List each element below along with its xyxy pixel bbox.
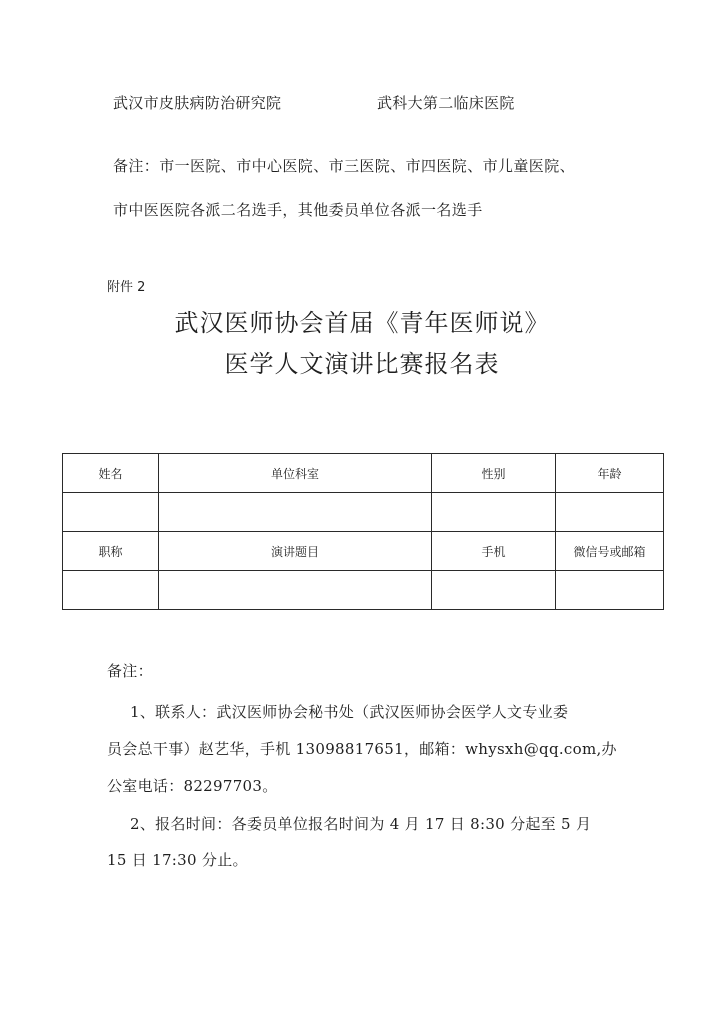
header-gender: 性别	[432, 454, 556, 493]
mobile-cell[interactable]	[432, 571, 556, 610]
header-speech-topic: 演讲题目	[159, 532, 432, 571]
document-title-line-1: 武汉医师协会首届《青年医师说》	[174, 309, 550, 337]
header-name: 姓名	[63, 454, 159, 493]
bottom-note-item1-line2: 员会总干事）赵艺华，手机 13098817651，邮箱：whysxh@qq.com,办	[107, 740, 617, 758]
table-header-row	[63, 532, 664, 571]
hospital-name-left: 武汉市皮肤病防治研究院	[113, 94, 282, 112]
title-cell[interactable]	[63, 571, 159, 610]
bottom-note-item2-line1: 2、报名时间：各委员单位报名时间为 4 月 17 日 8:30 分起至 5 月	[130, 815, 592, 833]
bottom-note-item2-line2: 15 日 17:30 分止。	[107, 851, 248, 869]
bottom-note-heading: 备注：	[107, 662, 153, 680]
header-age: 年龄	[556, 454, 664, 493]
name-cell[interactable]	[63, 493, 159, 532]
speech-topic-cell[interactable]	[159, 571, 432, 610]
top-note-line-2: 市中医医院各派二名选手，其他委员单位各派一名选手	[113, 201, 483, 219]
table-row	[63, 493, 664, 532]
attachment-label: 附件 2	[107, 280, 146, 295]
header-title: 职称	[63, 532, 159, 571]
wechat-email-cell[interactable]	[556, 571, 664, 610]
gender-cell[interactable]	[432, 493, 556, 532]
bottom-note-item1-line1: 1、联系人：武汉医师协会秘书处（武汉医师协会医学人文专业委	[130, 703, 569, 721]
registration-form-table	[62, 453, 664, 610]
header-wechat-email: 微信号或邮箱	[556, 532, 664, 571]
top-note-line-1: 备注：市一医院、市中心医院、市三医院、市四医院、市儿童医院、	[113, 157, 576, 175]
age-cell[interactable]	[556, 493, 664, 532]
document-title-line-2: 医学人文演讲比赛报名表	[224, 350, 500, 378]
header-unit-department: 单位科室	[159, 454, 432, 493]
hospital-name-right: 武科大第二临床医院	[377, 94, 515, 112]
table-row	[63, 571, 664, 610]
table-header-row	[63, 454, 664, 493]
header-mobile: 手机	[432, 532, 556, 571]
unit-department-cell[interactable]	[159, 493, 432, 532]
bottom-note-item1-line3: 公室电话：82297703。	[107, 777, 278, 795]
